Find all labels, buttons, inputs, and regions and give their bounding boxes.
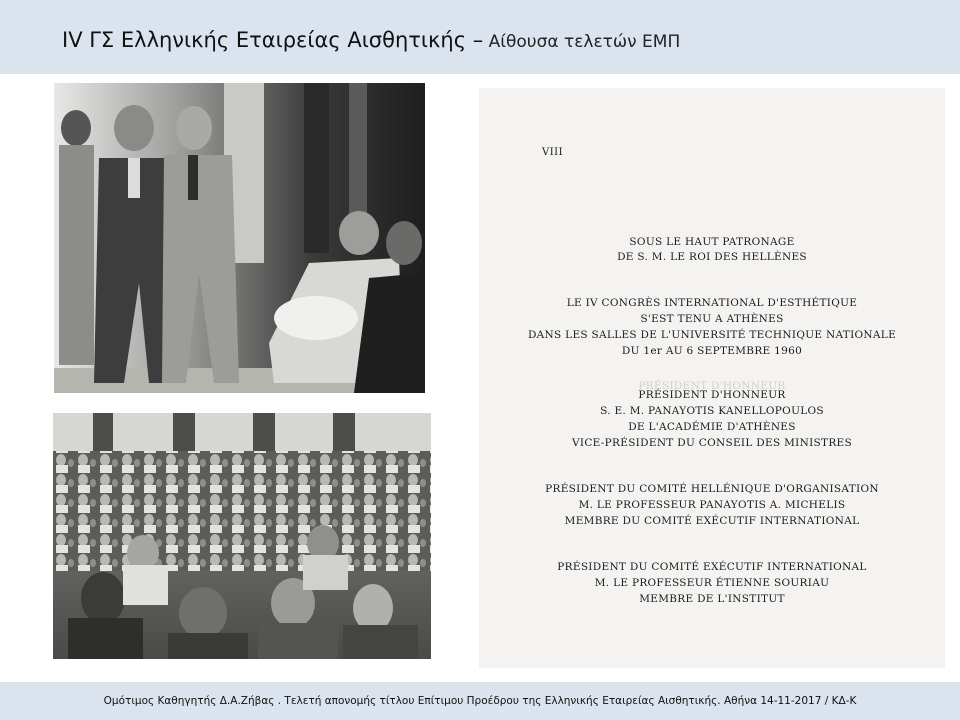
footer-bar [0, 682, 960, 720]
footer-caption: Ομότιμος Καθηγητής Δ.Α.Ζήβας . Τελετή απονομής τίτλου Επίτιμου Προέδρου της Ελληνικής Εταιρείας Αισθητικής. Αθήνα 14-11-2017 / ΚΔ-Κ [103, 695, 857, 707]
page-number: VIII [542, 147, 564, 158]
doc-line: S'EST TENU A ATHÈNES [640, 313, 784, 325]
photo-audience [53, 413, 431, 659]
photo-audience-image [53, 413, 431, 659]
doc-line: S. E. M. PANAYOTIS KANELLOPOULOS [600, 405, 824, 417]
doc-line: DU 1er AU 6 SEPTEMBRE 1960 [621, 345, 803, 357]
doc-line: M. LE PROFESSEUR PANAYOTIS A. MICHELIS [578, 499, 846, 511]
title-bar [0, 0, 960, 74]
doc-line: MEMBRE DU COMITÉ EXÉCUTIF INTERNATIONAL [564, 515, 860, 527]
doc-line: DANS LES SALLES DE L'UNIVERSITÉ TECHNIQUE NATIONALE [527, 329, 897, 341]
slide-title [62, 28, 680, 52]
doc-bleedthrough: PRÉSIDENT D'HONNEUR [638, 380, 786, 392]
program-document [479, 88, 945, 668]
doc-line: PRÉSIDENT DU COMITÉ HELLÉNIQUE D'ORGANISATION [545, 483, 879, 495]
doc-line: PRÉSIDENT D'HONNEUR [638, 389, 786, 401]
photo-delegates [54, 83, 425, 393]
doc-line: MEMBRE DE L'INSTITUT [639, 593, 785, 605]
photo-delegates-image [54, 83, 425, 393]
doc-line: VICE-PRÉSIDENT DU CONSEIL DES MINISTRES [571, 437, 853, 449]
doc-line: SOUS LE HAUT PATRONAGE [629, 236, 795, 248]
title-main: IV ΓΣ Ελληνικής Εταιρείας Αισθητικής – [62, 28, 484, 52]
title-subtitle: Αίθουσα τελετών ΕΜΠ [483, 32, 681, 52]
doc-line: DE S. M. LE ROI DES HELLÈNES [617, 251, 807, 263]
doc-line: M. LE PROFESSEUR ÉTIENNE SOURIAU [594, 577, 830, 589]
doc-line: LE IV CONGRÈS INTERNATIONAL D'ESTHÉTIQUE [566, 297, 858, 309]
doc-line: DE L'ACADÉMIE D'ATHÈNES [628, 421, 796, 433]
doc-line: PRÉSIDENT DU COMITÉ EXÉCUTIF INTERNATIONAL [557, 561, 867, 573]
